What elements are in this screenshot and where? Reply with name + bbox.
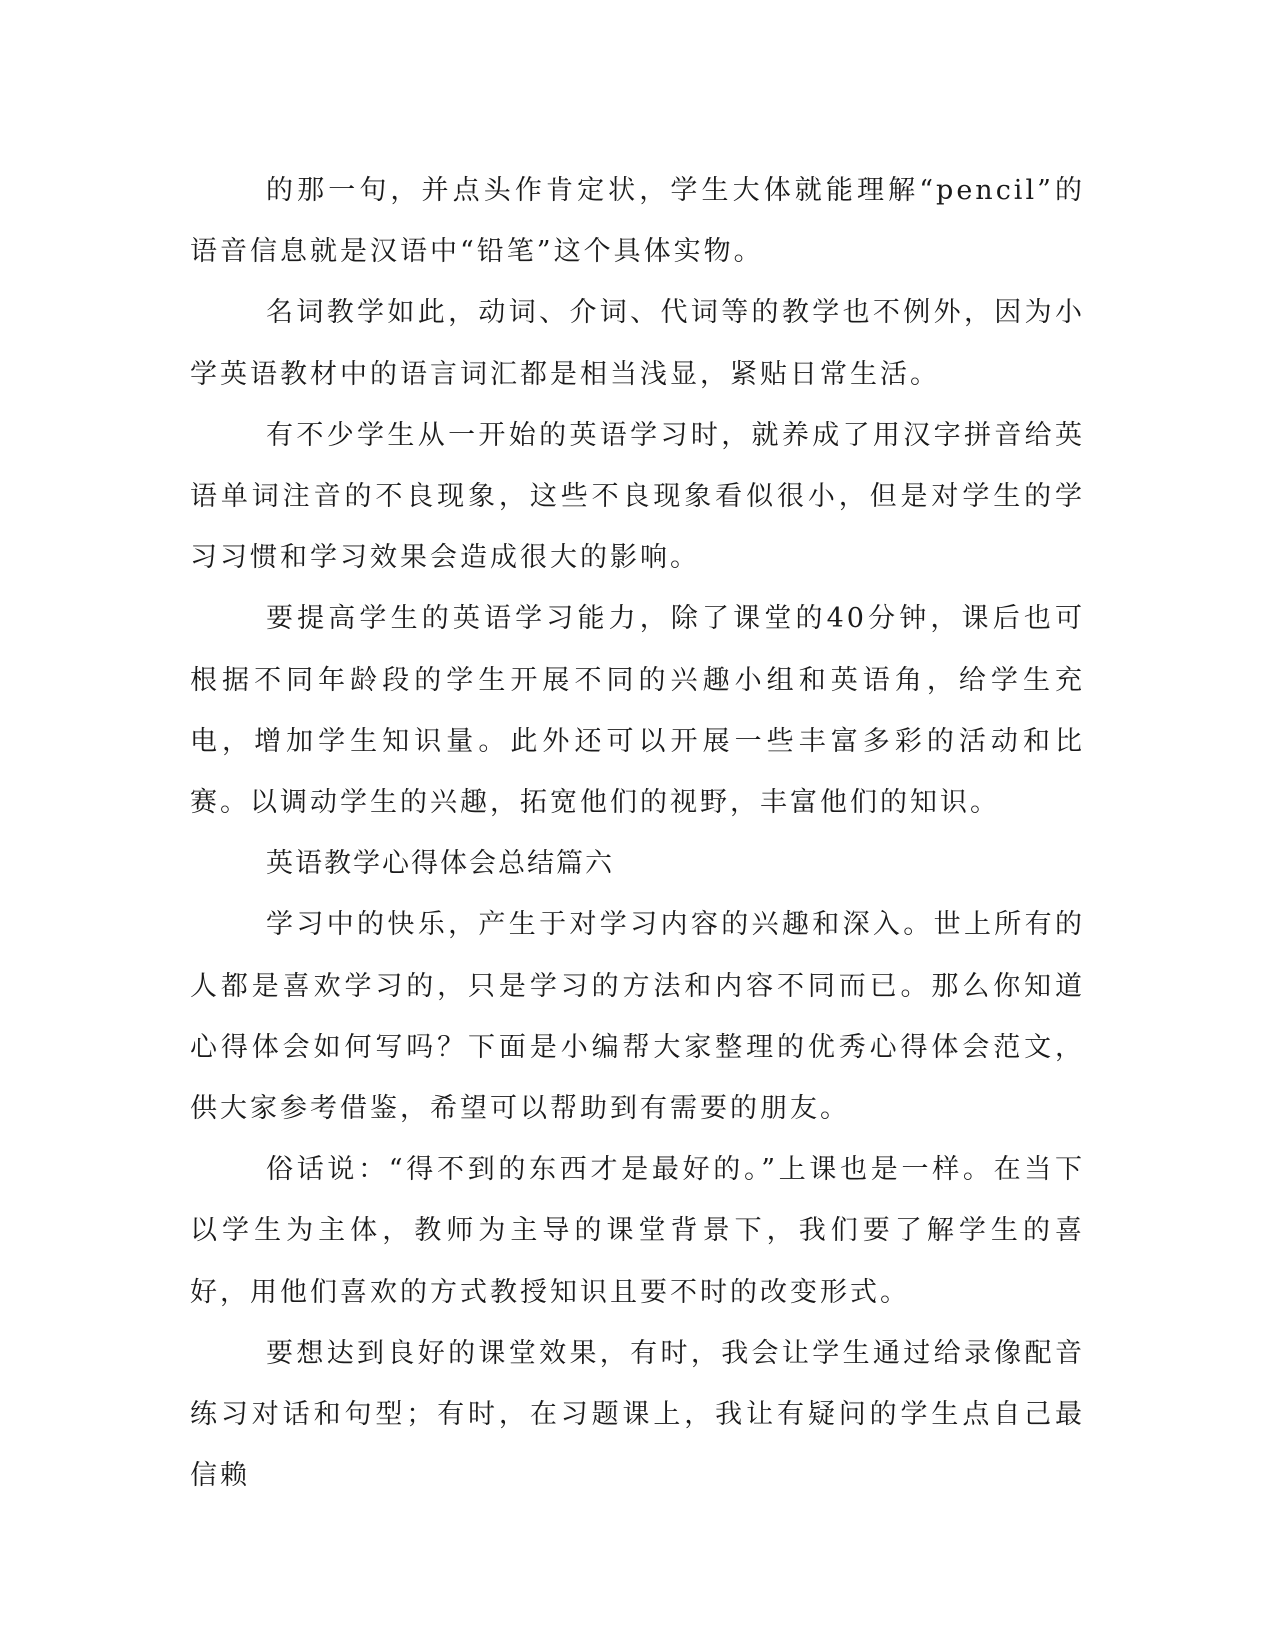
- paragraph-improve-ability: 要提高学生的英语学习能力，除了课堂的40分钟，课后也可根据不同年龄段的学生开展不同的兴趣小组和英语角，给学生充电，增加学生知识量。此外还可以开展一些丰富多彩的活动和比赛。以调动学生的兴趣，拓宽他们的视野，丰富他们的知识。: [190, 603, 1085, 819]
- paragraph-classroom-effect: 要想达到良好的课堂效果，有时，我会让学生通过给录像配音练习对话和句型；有时，在习题课上，我让有疑问的学生点自己最信赖: [190, 1337, 1085, 1492]
- section-heading: 英语教学心得体会总结篇六: [266, 848, 614, 880]
- paragraph-learning-joy: 学习中的快乐，产生于对学习内容的兴趣和深入。世上所有的人都是喜欢学习的，只是学习的方法和内容不同而已。那么你知道心得体会如何写吗？下面是小编帮大家整理的优秀心得体会范文，供大家参考借鉴，希望可以帮助到有需要的朋友。: [190, 909, 1085, 1125]
- paragraph-noun-teaching: 名词教学如此，动词、介词、代词等的教学也不例外，因为小学英语教材中的语言词汇都是相当浅显，紧贴日常生活。: [190, 297, 1085, 390]
- paragraph-pinyin-habit: 有不少学生从一开始的英语学习时，就养成了用汉字拼音给英语单词注音的不良现象，这些不良现象看似很小，但是对学生的学习习惯和学习效果会造成很大的影响。: [190, 419, 1085, 574]
- paragraph-proverb: 俗话说：“得不到的东西才是最好的。”上课也是一样。在当下以学生为主体，教师为主导的课堂背景下，我们要了解学生的喜好，用他们喜欢的方式教授知识且要不时的改变形式。: [190, 1154, 1085, 1308]
- document-body: [190, 160, 1085, 1506]
- paragraph-pencil-example: 的那一句，并点头作肯定状，学生大体就能理解“pencil”的语音信息就是汉语中“铅笔”这个具体实物。: [190, 175, 1085, 268]
